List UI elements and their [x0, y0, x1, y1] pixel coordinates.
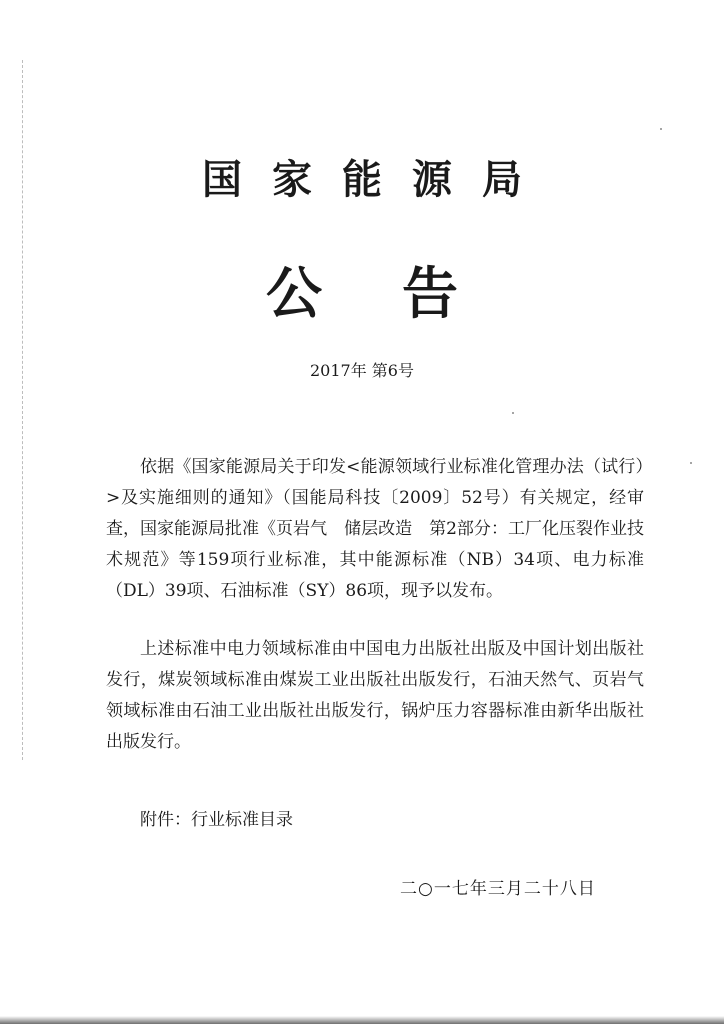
document-type-title: 公告 [266, 262, 538, 327]
body-paragraph-1: 依据《国家能源局关于印发<能源领域行业标准化管理办法（试行）>及实施细则的通知》（国能局科技〔2009〕52号）有关规定，经审查，国家能源局批准《页岩气 储层改造 第2部分：工厂化压裂作业技术规范》等159项行业标准，其中能源标准（NB）34项、电力标准（DL）39项、石油标准（SY）86项，现予以发布。 [106, 457, 644, 601]
attachment-line: 附件：行业标准目录 [140, 810, 293, 830]
scan-speck [690, 462, 692, 464]
body-paragraph-2: 上述标准中电力领域标准由中国电力出版社出版及中国计划出版社发行，煤炭领域标准由煤炭工业出版社出版发行，石油天然气、页岩气领域标准由石油工业出版社出版发行，锅炉压力容器标准由新华出版社出版发行。 [106, 639, 644, 752]
scan-speck [660, 128, 662, 130]
scan-bottom-edge [0, 1016, 724, 1024]
issue-date: 二○一七年三月二十八日 [400, 879, 596, 899]
issue-number: 2017年 第6号 [310, 361, 414, 380]
scan-speck [512, 412, 514, 414]
organization-title: 国家能源局 [202, 156, 552, 203]
